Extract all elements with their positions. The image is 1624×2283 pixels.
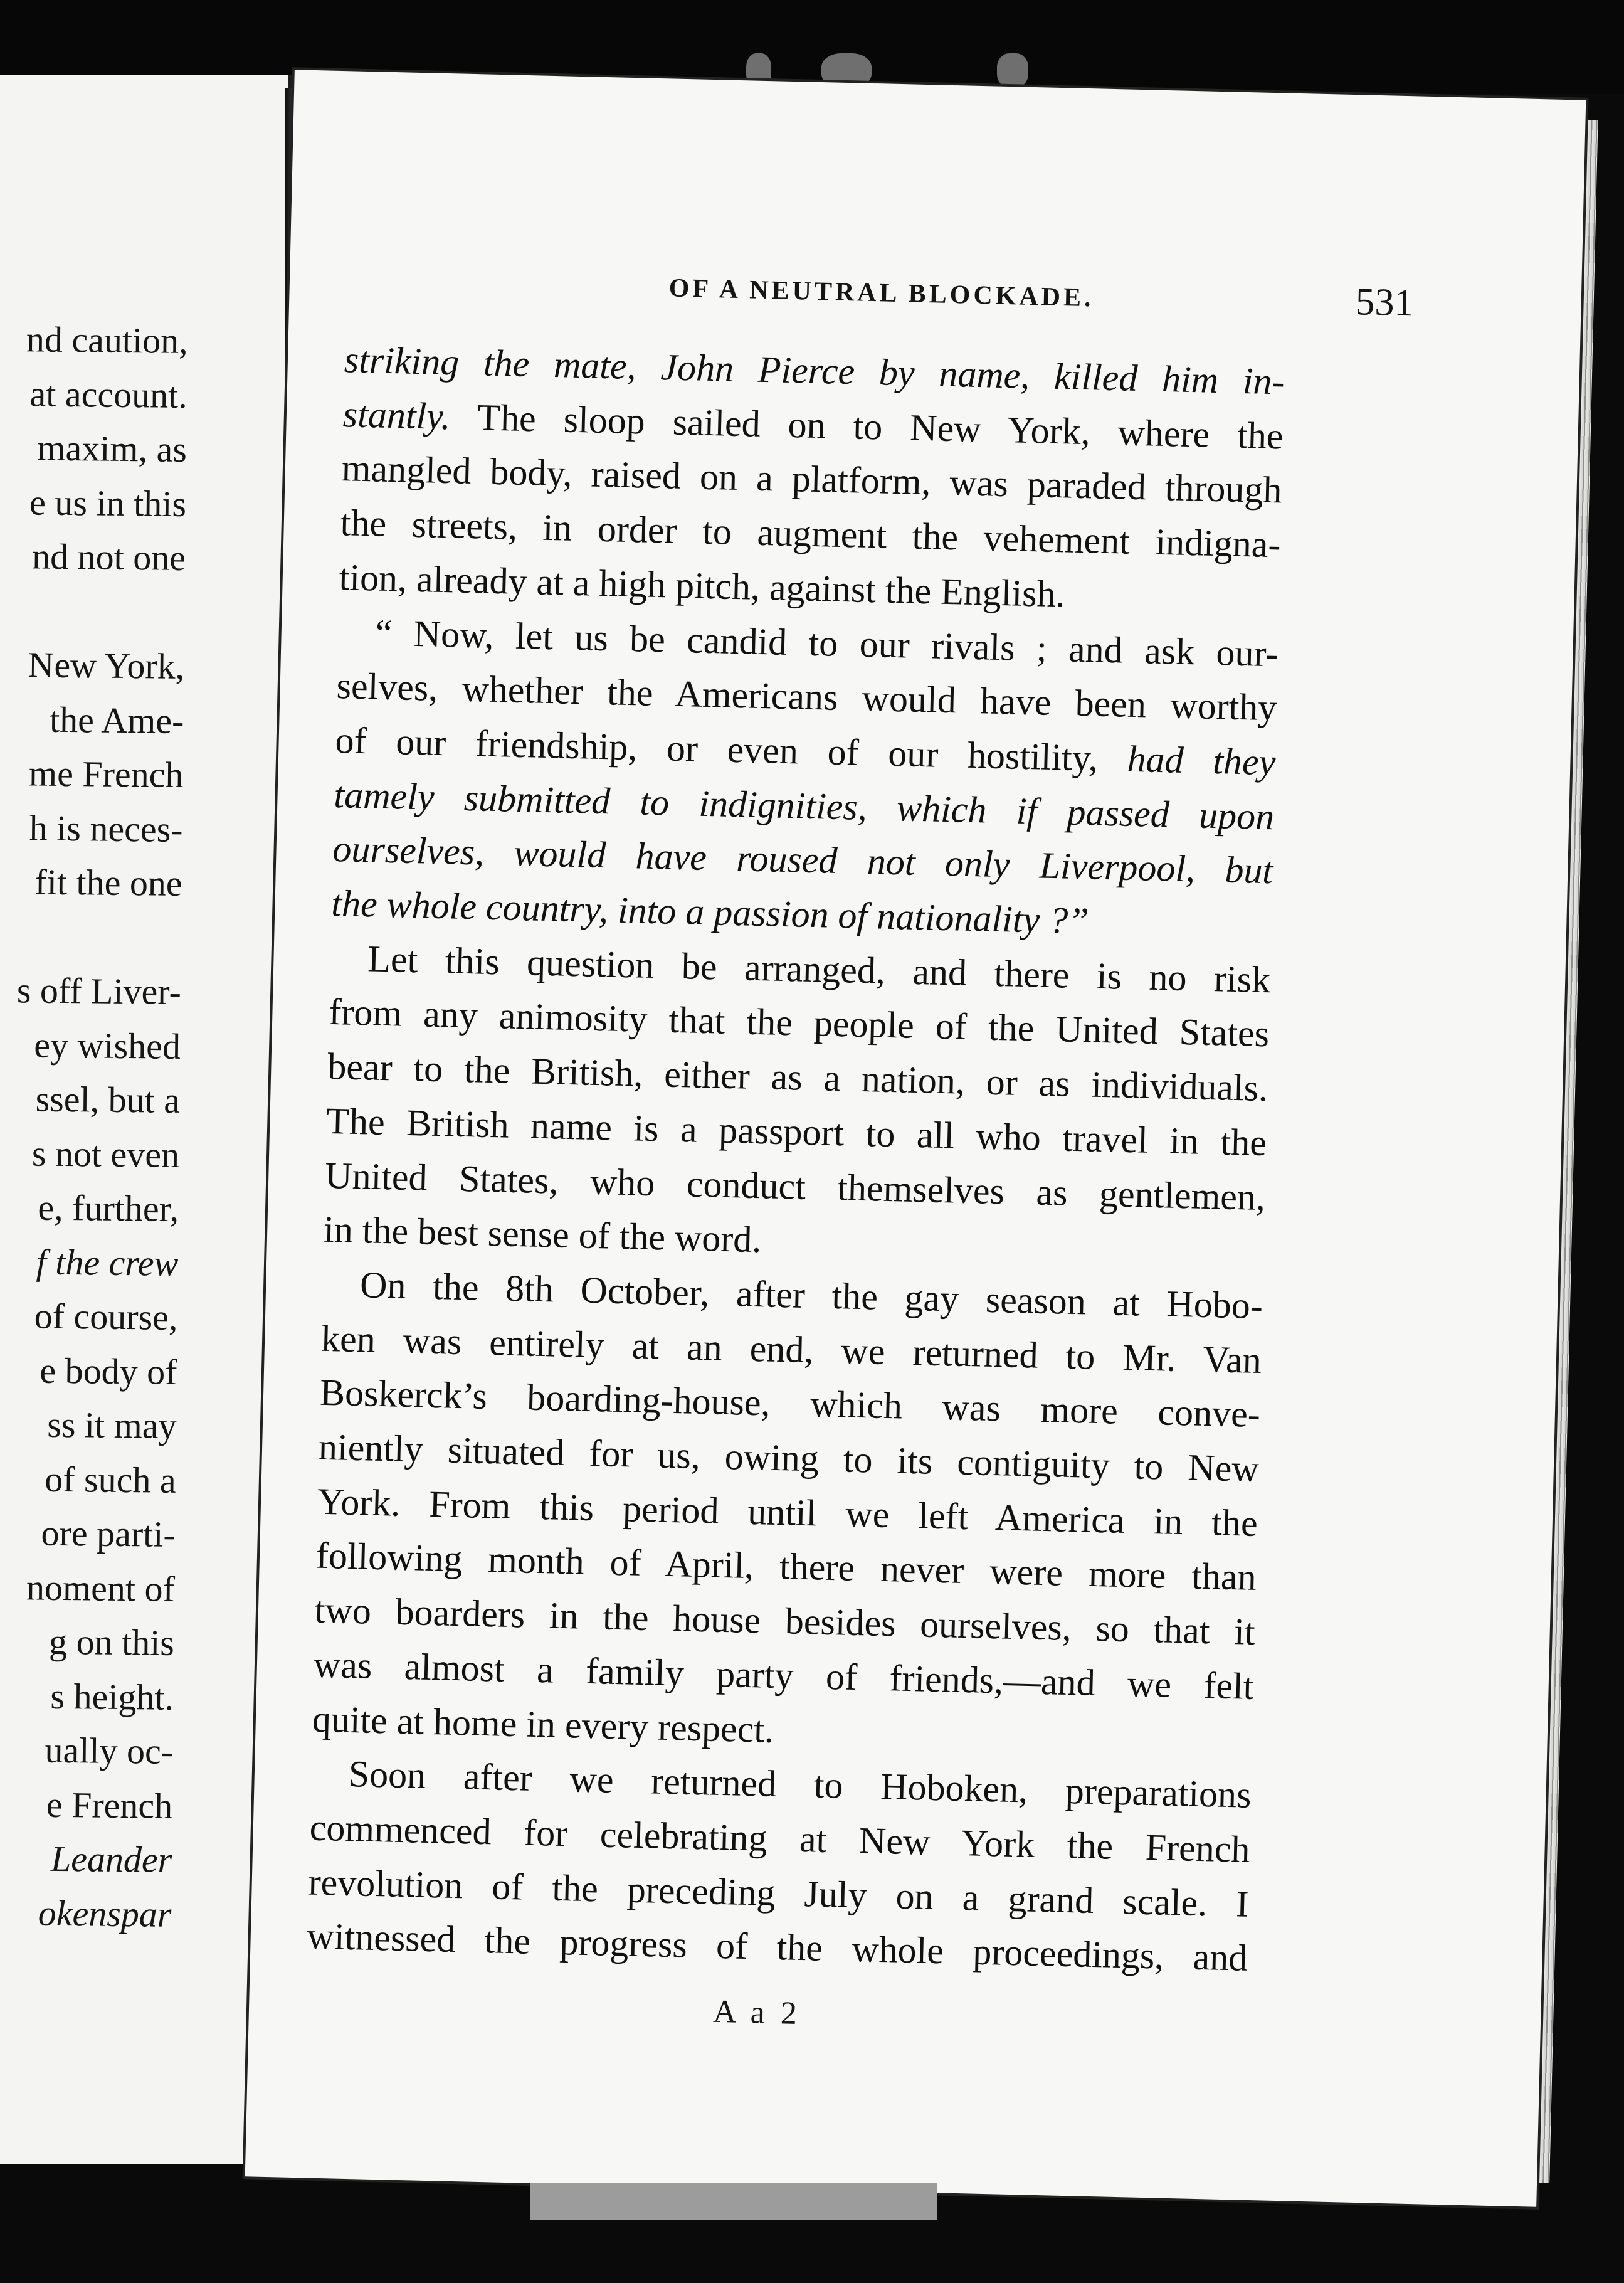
text-segment: in the best sense of the word. (323, 1209, 762, 1261)
facing-page-line: of course, (34, 1295, 178, 1338)
italic-text: stantly. (342, 393, 451, 437)
text-line (312, 1700, 1253, 1759)
facing-page-text (0, 310, 189, 1935)
text-segment: quite at home in every respect. (312, 1698, 774, 1751)
text-segment: following month of April, there never were more than (315, 1535, 1257, 1599)
text-segment: Boskerck’s boarding-house, which was more conve- (319, 1372, 1261, 1436)
text-segment: On the 8th October, after the gay season at Hobo- (359, 1264, 1263, 1327)
text-line (308, 1861, 1250, 1925)
facing-page-line: e body of (40, 1350, 177, 1392)
facing-page-line: maxim, as (37, 427, 187, 470)
text-line (344, 339, 1285, 403)
text-line (342, 395, 1284, 455)
text-segment: The sloop sailed on to New York, where the (450, 395, 1284, 457)
text-segment: witnessed the progress of the whole proceedings, and (306, 1915, 1248, 1979)
text-line (309, 1808, 1250, 1868)
facing-page-line: h is neces- (29, 807, 183, 850)
italic-text: striking the mate, John Pierce by name, killed him in- (344, 339, 1285, 403)
text-line (360, 1266, 1263, 1325)
facing-page-left (0, 75, 292, 2164)
text-segment: mangled body, raised on a platform, was paraded through (341, 447, 1283, 511)
text-segment: niently situated for us, owing to its contiguity to New (318, 1426, 1260, 1490)
facing-page-line: nd caution, (26, 319, 189, 361)
facing-page-line: s not even (31, 1132, 180, 1175)
text-line (328, 991, 1270, 1055)
facing-page-line: f the crew (36, 1241, 179, 1284)
facing-page-line: fit the one (34, 861, 182, 904)
text-segment: was almost a family party of friends,—and we felt (313, 1643, 1255, 1707)
text-line (333, 773, 1275, 837)
facing-page-line: s height. (50, 1675, 174, 1718)
facing-page-line: okenspar (38, 1892, 172, 1935)
text-segment: from any animosity that the people of the United States (328, 991, 1270, 1055)
text-segment: two boarders in the house besides ourselves, so that it (314, 1589, 1256, 1653)
italic-text: ourselves, would have roused not only Liverpool, but (332, 828, 1273, 892)
text-line (315, 1535, 1257, 1599)
facing-page-line: ore parti- (41, 1512, 176, 1555)
text-segment: bear to the British, either as a nation, or as individuals. (327, 1045, 1268, 1110)
text-line (319, 1372, 1261, 1436)
text-line (332, 828, 1273, 892)
text-line (325, 1156, 1266, 1216)
facing-page-line: g on this (48, 1621, 175, 1663)
facing-page-line: ey wished (34, 1024, 181, 1067)
scan-bottom-strip (530, 2183, 937, 2220)
text-line (335, 721, 1276, 781)
italic-text: the whole country, into a passion of nationality ?” (330, 882, 1090, 942)
text-segment: United States, who conduct themselves as gentlemen, (324, 1154, 1266, 1218)
text-segment: ken was entirely at an end, we returned to Mr. Van (320, 1317, 1262, 1381)
text-segment: York. From this period until we left America in the (317, 1480, 1258, 1544)
facing-page-line: ssel, but a (35, 1078, 181, 1121)
facing-page-line: Leander (50, 1838, 172, 1880)
facing-page-line: New York, (28, 644, 185, 687)
scan-debris (997, 53, 1028, 88)
text-line (324, 1210, 1265, 1270)
facing-page-line: of such a (44, 1458, 177, 1501)
text-line (331, 884, 1272, 944)
italic-text: tamely submitted to indignities, which if passed upon (333, 773, 1275, 837)
facing-page-line: ss it may (47, 1404, 177, 1446)
text-line (375, 613, 1279, 672)
running-title: OF A NEUTRAL BLOCKADE. (668, 273, 1095, 313)
text-segment: Soon after we returned to Hoboken, preparations (348, 1753, 1252, 1816)
text-line (339, 558, 1280, 618)
text-segment: of our friendship, or even of our hostility, (334, 719, 1128, 780)
text-segment: “ Now, let us be candid to our rivals ; and ask our- (374, 611, 1279, 674)
text-line (335, 665, 1278, 729)
facing-page-line: nd not one (31, 536, 186, 578)
facing-page-line: s off Liver- (16, 970, 182, 1012)
text-segment: tion, already at a high pitch, against the English. (339, 556, 1066, 615)
text-line (314, 1591, 1255, 1651)
text-line (367, 940, 1271, 998)
page-number: 531 (1354, 280, 1415, 325)
facing-page-line: e us in this (29, 481, 187, 524)
running-head (327, 253, 1569, 339)
text-line (340, 502, 1282, 566)
text-line (327, 1045, 1268, 1110)
text-line (318, 1428, 1259, 1488)
text-line (325, 1099, 1267, 1163)
text-segment: the streets, in order to augment the vehement indigna- (340, 502, 1282, 566)
text-segment: commenced for celebrating at New York the French (309, 1806, 1251, 1870)
italic-text: had they (1126, 738, 1277, 783)
page-531 (245, 70, 1586, 2207)
text-segment: revolution of the preceding July on a grand scale. I (308, 1861, 1250, 1925)
text-line (348, 1755, 1252, 1814)
printer-signature-mark: A a 2 (712, 1993, 801, 2032)
text-line (313, 1645, 1254, 1705)
body-text (306, 339, 1285, 1979)
text-line (317, 1482, 1258, 1542)
facing-page-line: noment of (26, 1566, 176, 1609)
text-segment: selves, whether the Americans would have been worthy (335, 665, 1278, 729)
text-segment: The British name is a passport to all who travel in the (325, 1099, 1267, 1163)
facing-page-line: at account. (29, 373, 188, 416)
text-line (307, 1917, 1248, 1977)
facing-page-line: e, further, (38, 1187, 179, 1229)
facing-page-line: e French (46, 1784, 173, 1826)
facing-page-line: ually oc- (45, 1729, 174, 1772)
text-line (341, 447, 1283, 511)
facing-page-line: me French (28, 753, 184, 795)
text-segment: Let this question be arranged, and there is no risk (367, 938, 1271, 1000)
facing-page-line: the Ame- (49, 699, 184, 741)
text-line (321, 1319, 1262, 1379)
